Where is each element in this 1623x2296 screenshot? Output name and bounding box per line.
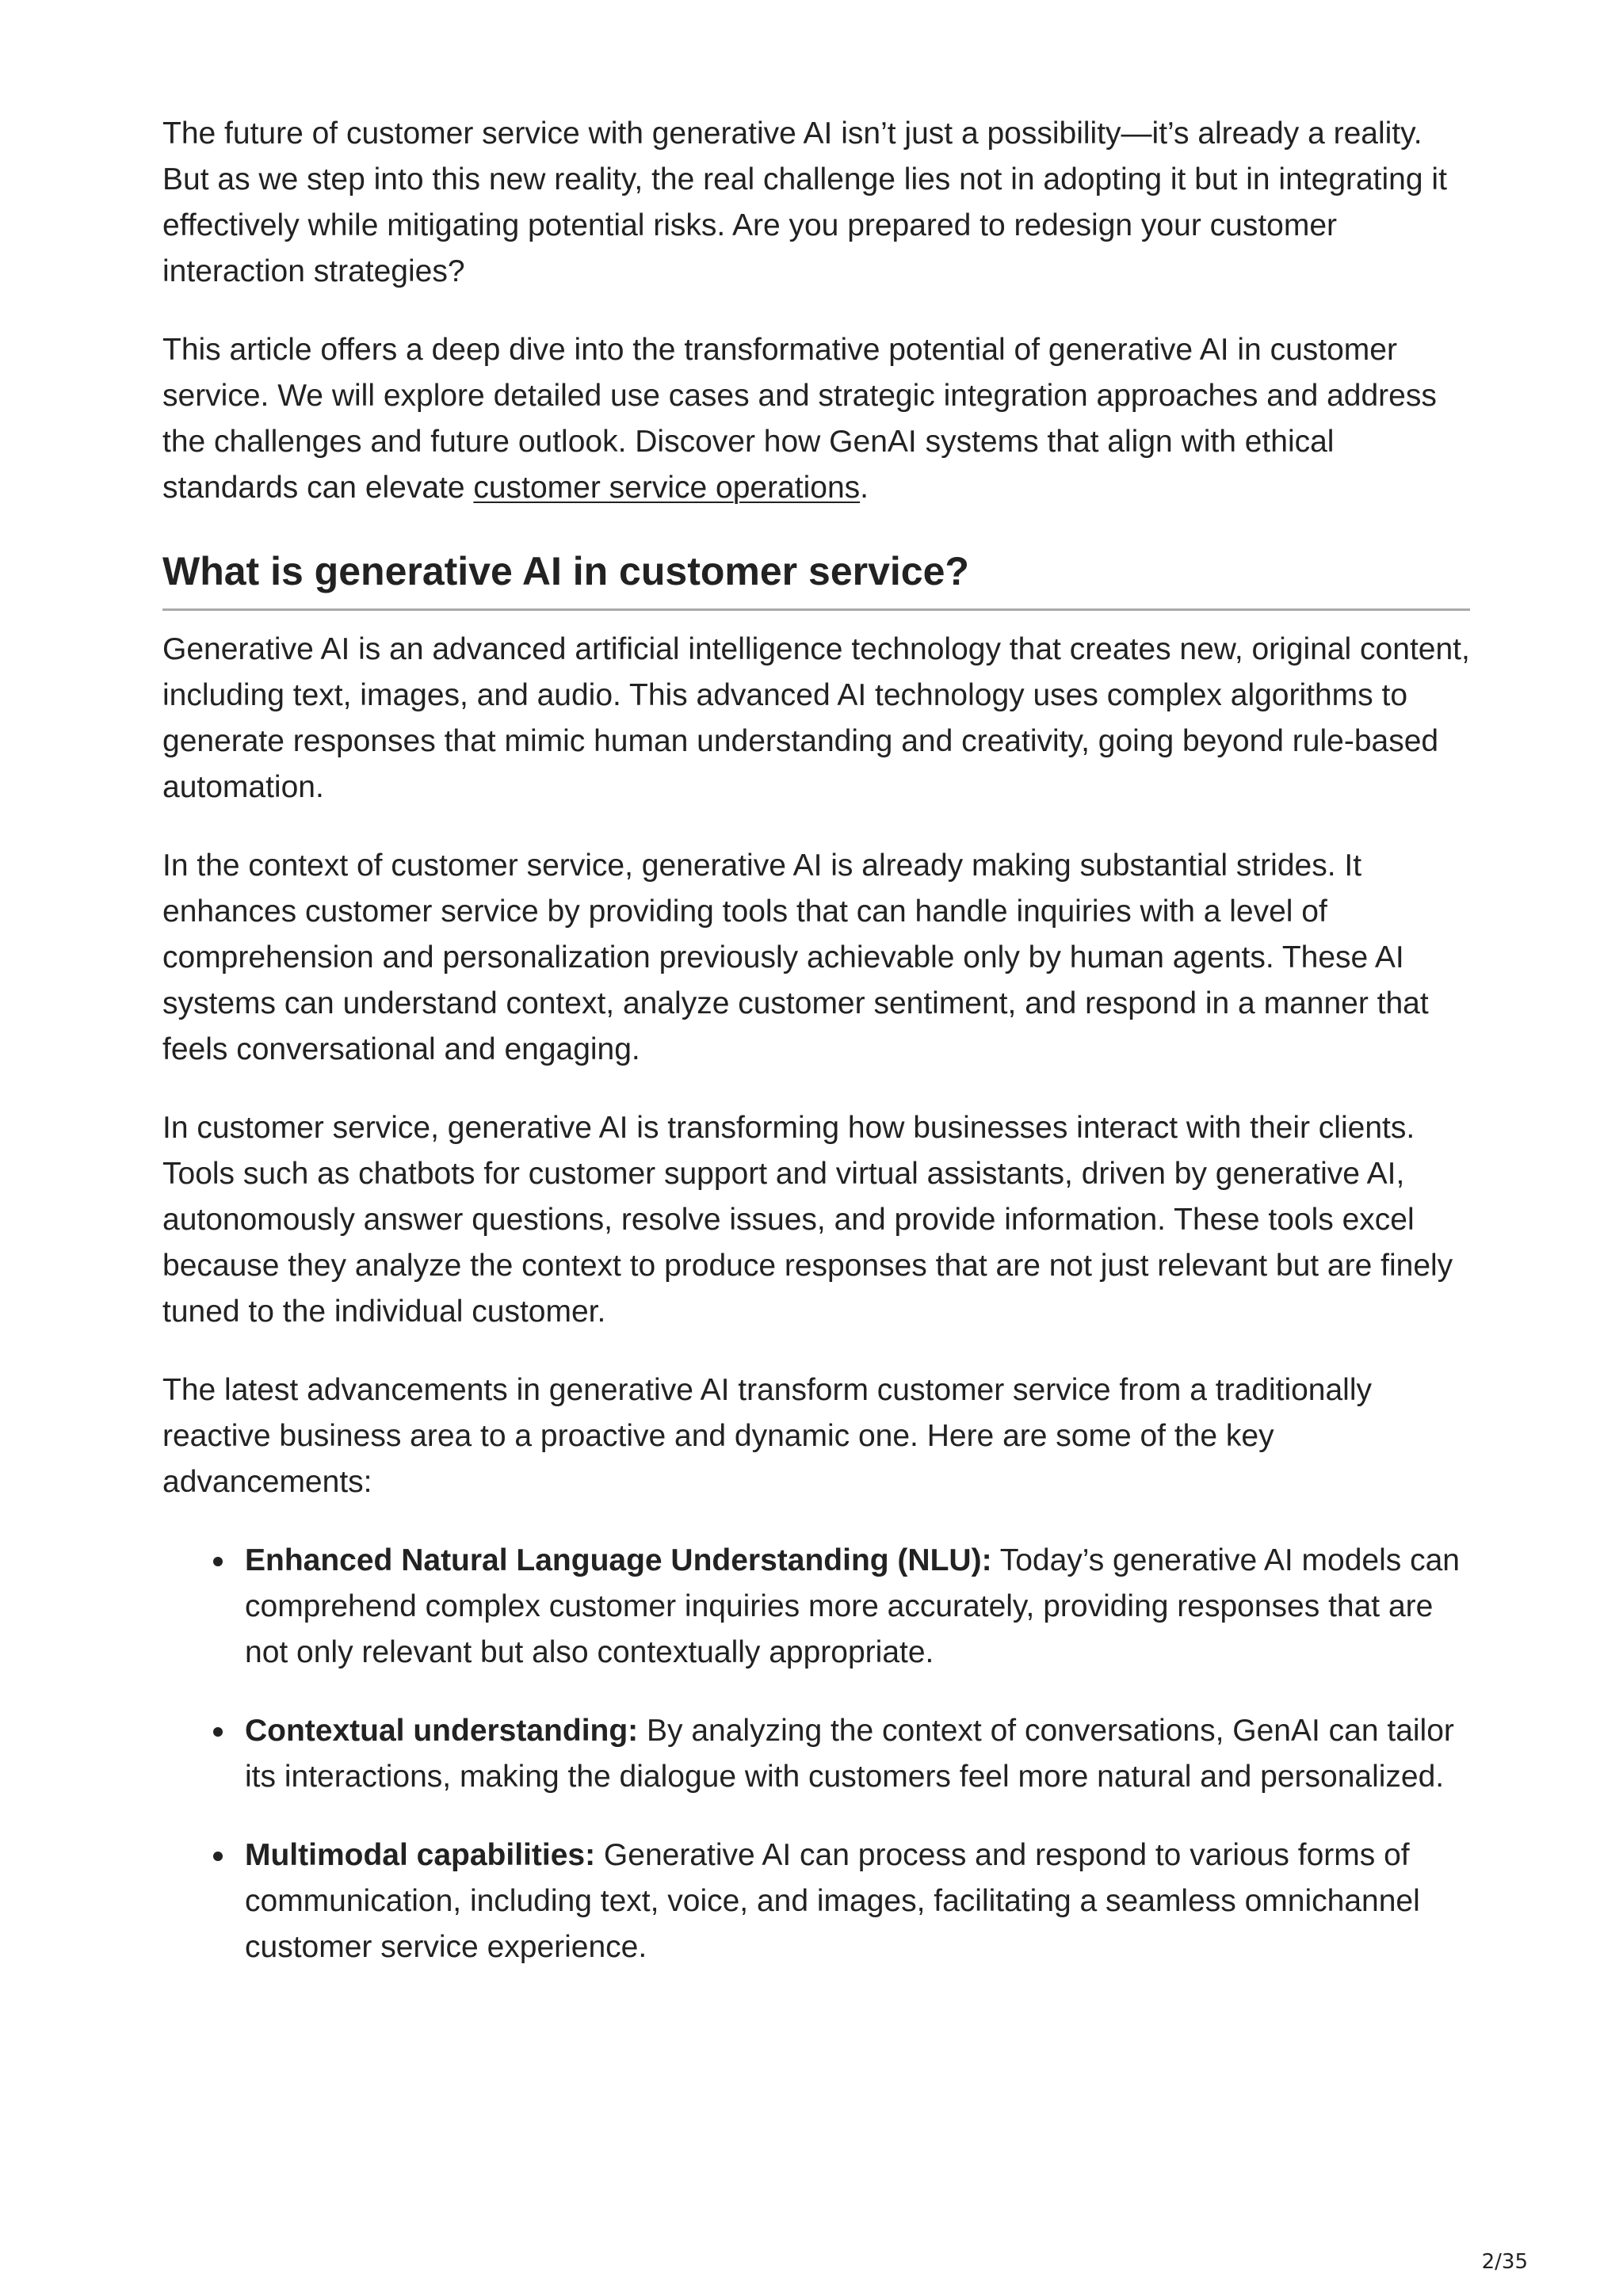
list-item bbox=[245, 1708, 1470, 1800]
list-item bbox=[245, 1833, 1470, 1970]
list-item-text: Generative AI can process and respond to various forms of communication, including text, voice, and images, facilitating a seamless omnichannel customer service experience. bbox=[245, 1838, 1420, 1964]
bullet-icon bbox=[213, 1727, 223, 1737]
intro-paragraph-2-text: This article offers a deep dive into the transformative potential of generative AI in customer service. We will explore detailed use cases and strategic integration approaches and address the challenges and future outlook. Discover how GenAI systems that align with ethical standards can elevate bbox=[162, 333, 1437, 505]
list-item-term: Multimodal capabilities: bbox=[245, 1838, 596, 1872]
list-item-term: Enhanced Natural Language Understanding (NLU): bbox=[245, 1543, 992, 1577]
customer-service-operations-link[interactable]: customer service operations bbox=[473, 471, 861, 505]
advancements-list bbox=[162, 1538, 1470, 1970]
list-item-text: Today’s generative AI models can comprehend complex customer inquiries more accurately, providing responses that are not only relevant but also contextually appropriate. bbox=[245, 1543, 1460, 1669]
section-paragraph-3: In customer service, generative AI is transforming how businesses interact with their clients. Tools such as chatbots for customer support and virtual assistants, driven by generative AI, autonomously answer questions, resolve issues, and provide information. These tools excel because they analyze the context to produce responses that are not just relevant but are finely tuned to the individual customer. bbox=[162, 1111, 1453, 1329]
section-paragraph-4: The latest advancements in generative AI transform customer service from a traditionally reactive business area to a proactive and dynamic one. Here are some of the key advancements: bbox=[162, 1373, 1373, 1499]
intro-paragraph-2 bbox=[162, 327, 1470, 511]
list-item-text: By analyzing the context of conversations, GenAI can tailor its interactions, making the dialogue with customers feel more natural and personalized. bbox=[245, 1714, 1454, 1794]
list-item-term: Contextual understanding: bbox=[245, 1714, 639, 1748]
bullet-icon bbox=[213, 1852, 223, 1861]
heading-divider bbox=[162, 608, 1470, 611]
section-heading: What is generative AI in customer service? bbox=[162, 549, 969, 593]
list-item bbox=[245, 1538, 1470, 1676]
section-paragraph-1: Generative AI is an advanced artificial intelligence technology that creates new, original content, including text, images, and audio. This advanced AI technology uses complex algorithms to generate responses that mimic human understanding and creativity, going beyond rule-based automation. bbox=[162, 632, 1470, 804]
intro-paragraph-1: The future of customer service with generative AI isn’t just a possibility—it’s already a reality. But as we step into this new reality, the real challenge lies not in adopting it but in integrating it effectively while mitigating potential risks. Are you prepared to redesign your customer interaction strategies? bbox=[162, 116, 1447, 288]
page-number: 2/35 bbox=[1481, 2250, 1528, 2274]
bullet-icon bbox=[213, 1557, 223, 1566]
document-page bbox=[162, 111, 1470, 2003]
intro-paragraph-2-end: . bbox=[860, 471, 869, 505]
section-paragraph-2: In the context of customer service, generative AI is already making substantial strides. It enhances customer service by providing tools that can handle inquiries with a level of comprehension and personalization previously achievable only by human agents. These AI systems can understand context, analyze customer sentiment, and respond in a manner that feels conversational and engaging. bbox=[162, 849, 1429, 1066]
